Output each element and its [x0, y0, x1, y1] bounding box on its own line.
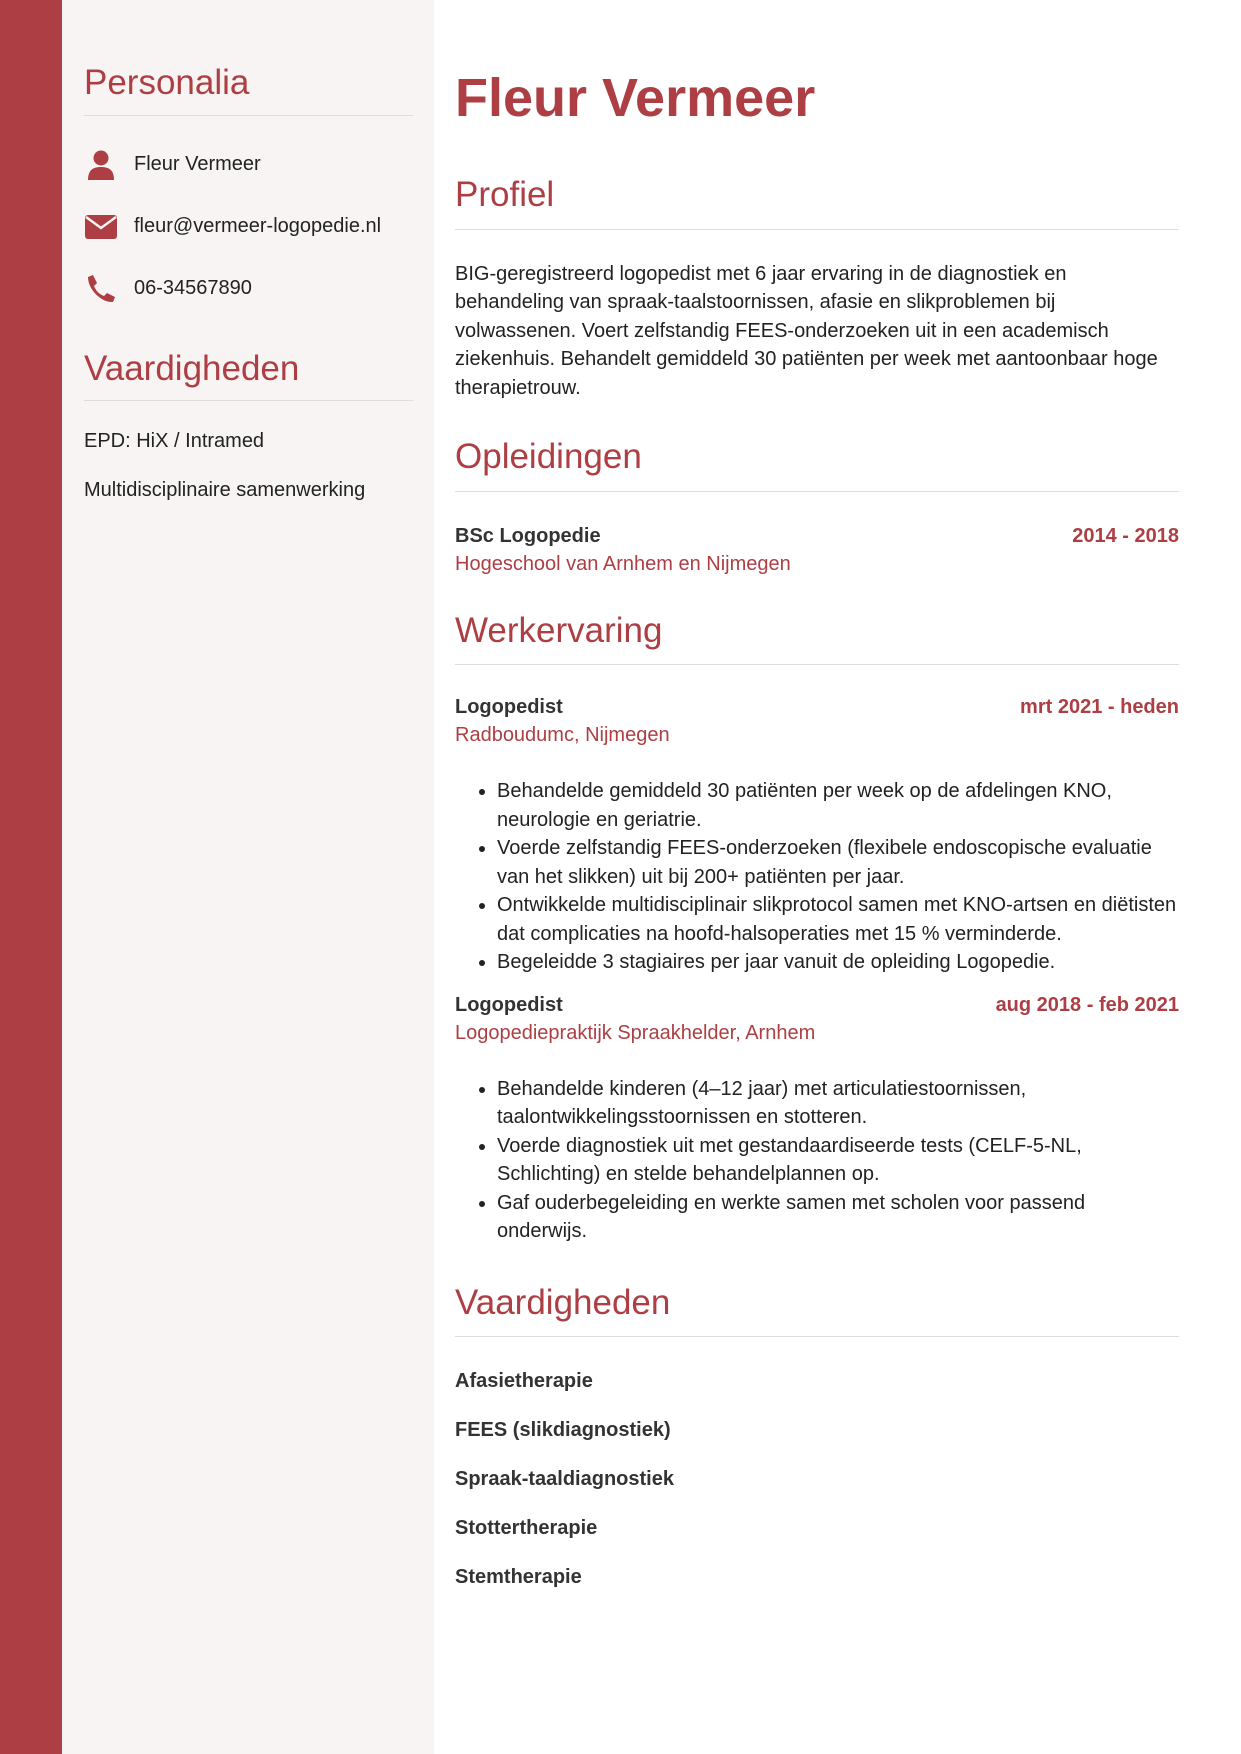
list-item: • Behandelde gemiddeld 30 patiënten per week op de afdelingen KNO, neurologie en geriatrie. [497, 777, 1179, 834]
contact-phone-text[interactable]: 06-34567890 [134, 277, 252, 299]
list-item: FEES (slikdiagnostiek) [455, 1419, 671, 1441]
skills-list [455, 1369, 1179, 1589]
list-item: • Begeleidde 3 stagiaires per jaar vanuit de opleiding Logopedie. [497, 948, 1179, 977]
sidebar-skills-heading: Vaardigheden [84, 350, 413, 402]
skills-heading: Vaardigheden [455, 1284, 1179, 1338]
education-title: BSc Logopedie [455, 524, 601, 547]
envelope-icon [84, 210, 118, 244]
list-item: Multidisciplinaire samenwerking [84, 479, 366, 501]
contact-list [84, 134, 413, 320]
phone-icon [84, 272, 118, 306]
list-item: • Voerde zelfstandig FEES-onderzoeken (flexibele endoscopische evaluatie van het slikken) uit bij 200+ patiënten per jaar. [497, 834, 1179, 891]
list-item: Stemtherapie [455, 1566, 582, 1588]
list-item: Stottertherapie [455, 1517, 598, 1539]
contact-name [84, 134, 413, 196]
job-employer: Radboudumc, Nijmegen [455, 724, 670, 746]
contact-name-text: Fleur Vermeer [134, 153, 261, 175]
profile-heading: Profiel [455, 176, 1179, 230]
job-date: aug 2018 - feb 2021 [995, 993, 1179, 1016]
list-item: • Ontwikkelde multidisciplinair slikprotocol samen met KNO-artsen en diëtisten dat complicaties na hoofd-halsoperaties met 15 % verminderde. [497, 891, 1179, 948]
sidebar-skills-list [84, 429, 413, 502]
candidate-name: Fleur Vermeer [455, 68, 816, 128]
work-entry [455, 991, 1179, 1246]
job-title: Logopedist [455, 993, 563, 1016]
accent-stripe [0, 0, 62, 1754]
profile-text: BIG-geregistreerd logopedist met 6 jaar ervaring in de diagnostiek en behandeling van spraak-taalstoornissen, afasie en slikproblemen bij volwassenen. Voert zelfstandig FEES-onderzoeken uit in een academisch ziekenhuis. Behandelt gemiddeld 30 patiënten per week met aantoonbaar hoge therapietrouw. [455, 262, 1158, 399]
list-item: EPD: HiX / Intramed [84, 430, 265, 452]
sidebar [62, 0, 434, 1754]
education-entry [455, 522, 1179, 578]
education-heading: Opleidingen [455, 438, 1179, 492]
list-item: • Behandelde kinderen (4–12 jaar) met articulatiestoornissen, taalontwikkelingsstoornissen en stotteren. [497, 1075, 1179, 1132]
job-bullets [455, 777, 1179, 977]
education-date: 2014 - 2018 [1072, 524, 1179, 547]
list-item: Afasietherapie [455, 1370, 593, 1392]
job-title: Logopedist [455, 696, 563, 718]
list-item: Spraak-taaldiagnostiek [455, 1468, 674, 1490]
job-bullets [455, 1075, 1179, 1246]
list-item: • Gaf ouderbegeleiding en werkte samen met scholen voor passend onderwijs. [497, 1189, 1179, 1246]
contact-phone [84, 258, 413, 320]
personal-heading: Personalia [84, 64, 413, 116]
job-employer: Logopediepraktijk Spraakhelder, Arnhem [455, 1021, 816, 1044]
contact-email-text[interactable]: fleur@vermeer-logopedie.nl [134, 215, 382, 237]
person-icon [84, 148, 118, 182]
main-content [434, 0, 1241, 1754]
contact-email [84, 196, 413, 258]
work-entry [455, 693, 1179, 977]
work-heading: Werkervaring [455, 612, 1179, 666]
education-institution: Hogeschool van Arnhem en Nijmegen [455, 552, 791, 575]
job-date: mrt 2021 - heden [1020, 696, 1179, 718]
list-item: • Voerde diagnostiek uit met gestandaardiseerde tests (CELF-5-NL, Schlichting) en stelde behandelplannen op. [497, 1132, 1179, 1189]
